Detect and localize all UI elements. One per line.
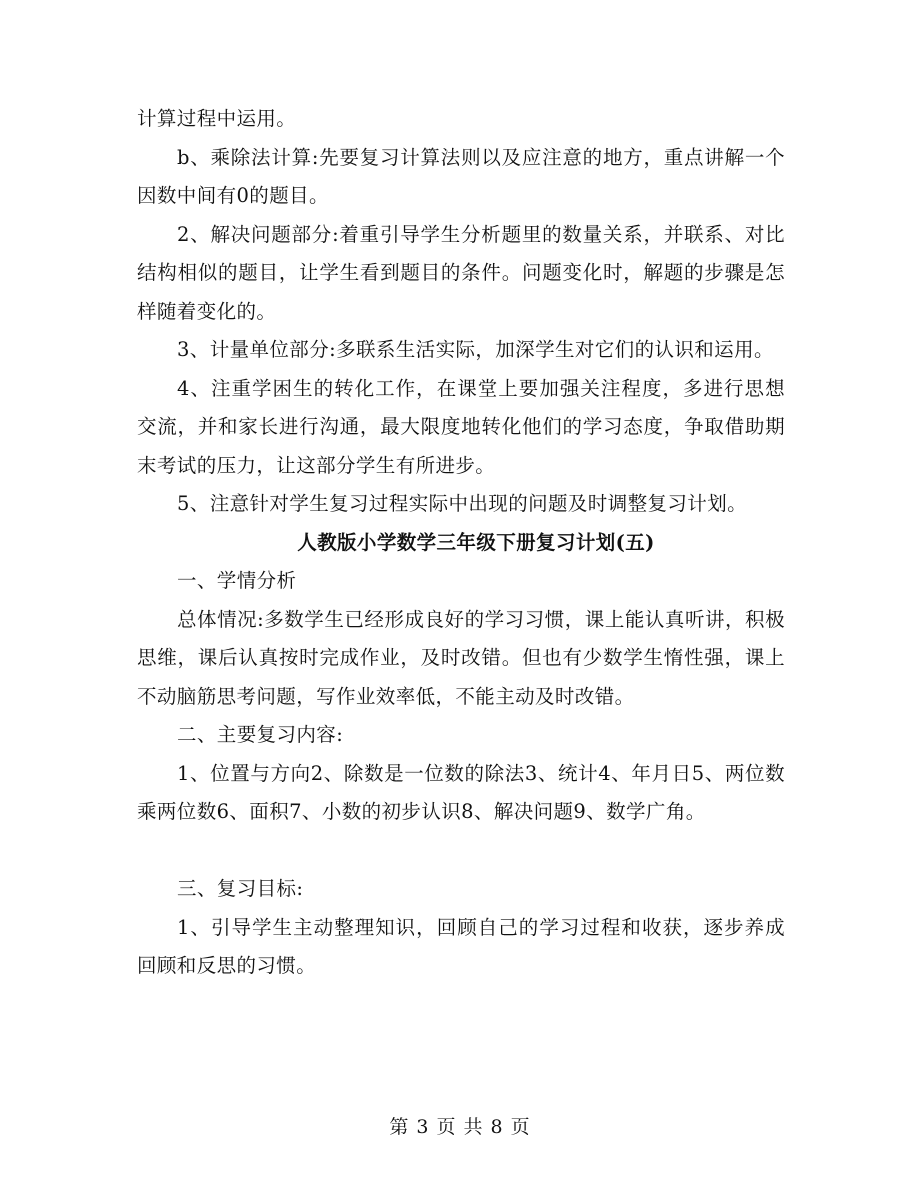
paragraph-continuation: 计算过程中运用。 xyxy=(137,107,297,130)
paragraph-content-list: 1、位置与方向2、除数是一位数的除法3、统计4、年月日5、两位数乘两位数6、面积7、小数的初步认识8、解决问题9、数学广角。 xyxy=(137,761,785,823)
subheading-goals: 三、复习目标: xyxy=(177,877,304,900)
blank-line xyxy=(137,832,785,871)
subheading-content: 二、主要复习内容: xyxy=(177,723,344,746)
paragraph-problem-solving: 2、解决问题部分:着重引导学生分析题里的数量关系，并联系、对比结构相似的题目，让学生看到题目的条件。问题变化时，解题的步骤是怎样随着变化的。 xyxy=(137,222,785,323)
paragraph-goal-1: 1、引导学生主动整理知识，回顾自己的学习过程和收获，逐步养成回顾和反思的习惯。 xyxy=(137,915,785,977)
paragraph-struggling-students: 4、注重学困生的转化工作，在课堂上要加强关注程度，多进行思想交流，并和家长进行沟通，最大限度地转化他们的学习态度，争取借助期末考试的压力，让这部分学生有所进步。 xyxy=(137,376,785,477)
paragraph-units: 3、计量单位部分:多联系生活实际，加深学生对它们的认识和运用。 xyxy=(177,338,774,361)
section-heading: 人教版小学数学三年级下册复习计划(五) xyxy=(297,530,655,554)
page-number: 第 3 页 共 8 页 xyxy=(389,1116,531,1138)
subheading-situation: 一、学情分析 xyxy=(177,569,297,592)
paragraph-overall: 总体情况:多数学生已经形成良好的学习习惯，课上能认真听讲，积极思维，课后认真按时完成作业，及时改错。但也有少数学生惰性强，课上不动脑筋思考问题，写作业效率低，不能主动及时改错。 xyxy=(137,607,785,708)
paragraph-adjust-plan: 5、注意针对学生复习过程实际中出现的问题及时调整复习计划。 xyxy=(177,492,748,515)
paragraph-multiply-divide: b、乘除法计算:先要复习计算法则以及应注意的地方，重点讲解一个因数中间有0的题目。 xyxy=(137,145,785,207)
document-body xyxy=(137,100,785,986)
